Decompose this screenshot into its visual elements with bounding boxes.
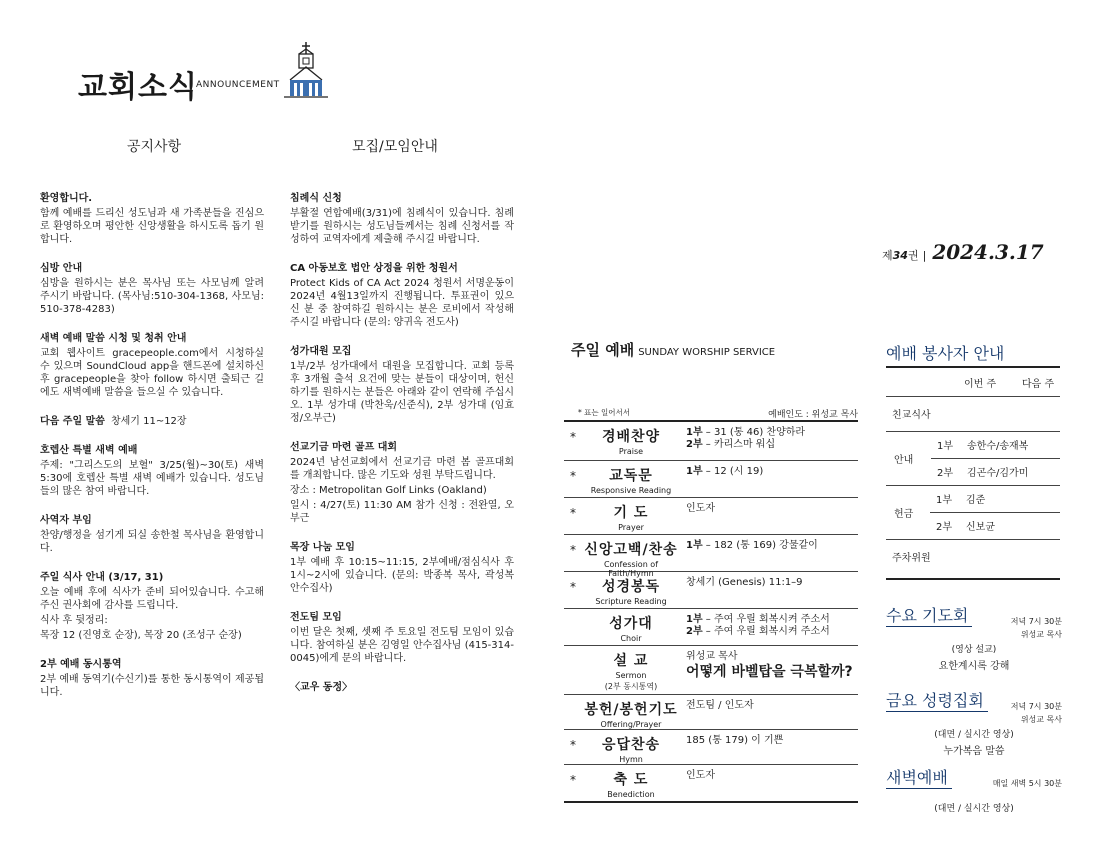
notices-item-title: 새벽 예배 말씀 시청 및 청취 안내 bbox=[40, 333, 187, 344]
page-title: 교회소식 bbox=[78, 70, 198, 105]
recruit-item-text: 2024년 남선교회에서 선교기금 마련 봄 골프대회를 개최합니다. 많은 기도와 성원 부탁드립니다. bbox=[290, 457, 514, 481]
friday-speaker: 위성교 목사 bbox=[1020, 715, 1062, 724]
usher-names: 김곤수/김가미 bbox=[967, 468, 1029, 479]
notices-item-text: 식사 후 뒷정리: bbox=[40, 615, 108, 626]
vol-suffix: 권 bbox=[907, 249, 919, 262]
worship-row-line bbox=[686, 577, 858, 589]
worship-row-name-en2: (2부 동시통역) bbox=[604, 682, 658, 691]
worship-row-name-ko: 설 교 bbox=[613, 653, 649, 669]
worship-row-name bbox=[582, 646, 680, 694]
worship-row-content bbox=[680, 695, 858, 729]
worship-row-text: 185 (통 179) 이 기쁜 bbox=[686, 735, 784, 746]
worship-row-line bbox=[686, 770, 858, 782]
worship-row bbox=[564, 461, 858, 498]
notices-heading: 공지사항 bbox=[127, 139, 182, 155]
notices-item-text: 오늘 예배 후에 식사가 준비 되어있습니다. 수고해주신 권사회에 감사를 드립니다. bbox=[40, 587, 264, 611]
worship-row bbox=[564, 609, 858, 646]
worship-row-line bbox=[686, 700, 858, 712]
recruit-item bbox=[290, 262, 514, 329]
notices-item-text: 주제: "그리스도의 보혈" 3/25(월)~30(토) 새벽 5:30에 호렙산 특별 새벽 예배가 있습니다. 성도님들의 많은 참여 바랍니다. bbox=[40, 460, 264, 497]
worship-row-name-ko: 봉헌/봉헌기도 bbox=[584, 702, 678, 718]
notices-item-text: 교회 웹사이트 gracepeople.com에서 시청하실 수 있으며 SoundCloud app을 핸드폰에 설치하신 후 gracepeople을 찾아 follow 하시면 출퇴근 길에도 새벽예배 말씀을 들으실 수 있습니다. bbox=[40, 348, 264, 398]
notices-item-text: 함께 예배를 드리신 성도님과 새 가족분들을 진심으로 환영하오며 평안한 신앙생활을 하시도록 돕기 원합니다. bbox=[40, 208, 264, 245]
worship-row-line bbox=[686, 439, 858, 451]
recruit-heading: 모집/모임안내 bbox=[352, 139, 438, 155]
issue-date: 2024.3.17 bbox=[932, 240, 1044, 264]
worship-row-name-en: Sermon bbox=[615, 671, 647, 680]
worship-row-star: * bbox=[570, 773, 576, 787]
dawn-time: 매일 새벽 5시 30분 bbox=[992, 779, 1062, 788]
worship-row-line bbox=[686, 614, 858, 626]
worship-row-star bbox=[564, 609, 582, 645]
worship-row-line bbox=[686, 466, 858, 478]
wednesday-title: 수요 기도회 bbox=[886, 603, 972, 627]
page-subtitle: ANNOUNCEMENT bbox=[196, 80, 280, 90]
worship-row bbox=[564, 646, 858, 695]
next-week-label: 다음 주 bbox=[1022, 379, 1055, 390]
friday-section bbox=[886, 688, 1062, 757]
worship-row-name-ko: 응답찬송 bbox=[601, 737, 661, 753]
notices-item-title: 2부 예배 동시통역 bbox=[40, 659, 122, 670]
offering-part: 2부 bbox=[936, 522, 953, 533]
worship-row-star: * bbox=[570, 430, 576, 444]
worship-row-line bbox=[686, 626, 858, 638]
recruit-item-title: 전도팀 모임 bbox=[290, 612, 342, 623]
worship-row-name bbox=[582, 572, 680, 608]
offering-names: 김준 bbox=[966, 495, 986, 506]
notices-item-title: 주일 식사 안내 (3/17, 31) bbox=[40, 572, 164, 583]
recruit-item-text: 장소 : Metropolitan Golf Links (Oakland) bbox=[290, 485, 487, 496]
issue-separator: | bbox=[922, 249, 927, 262]
recruit-item bbox=[290, 611, 514, 665]
worship-row-star bbox=[564, 695, 582, 729]
parking-label: 주차위원 bbox=[892, 553, 931, 564]
recruit-item-title: CA 아동보호 법안 상정을 위한 청원서 bbox=[290, 263, 458, 274]
recruit-item-title: 선교기금 마련 골프 대회 bbox=[290, 442, 398, 453]
recruit-item-title: 〈교우 동정〉 bbox=[290, 682, 353, 693]
worship-row-line bbox=[686, 651, 858, 663]
worship-row-name-ko: 성가대 bbox=[609, 616, 653, 632]
usher-sub-row bbox=[931, 459, 1060, 485]
notices-item bbox=[40, 192, 264, 246]
usher-sub-row bbox=[931, 432, 1060, 459]
worship-row-part: 1부 bbox=[686, 614, 703, 625]
worship-row-part: 2부 bbox=[686, 626, 703, 637]
notices-item bbox=[40, 415, 264, 428]
worship-row-part: 1부 bbox=[686, 466, 703, 477]
worship-row-content bbox=[680, 535, 858, 571]
notices-item-text: 찬양/행정을 섬기게 되실 송한철 목사님을 환영합니다. bbox=[40, 530, 264, 554]
worship-row-line bbox=[686, 427, 858, 439]
worship-row-part: 2부 bbox=[686, 439, 703, 450]
worship-meta bbox=[578, 407, 858, 420]
issue-info bbox=[882, 240, 1044, 264]
offering-label: 헌금 bbox=[894, 509, 914, 520]
worship-row-star: * bbox=[570, 506, 576, 520]
sermon-title: 어떻게 바벨탑을 극복할까? bbox=[686, 664, 853, 680]
fellowship-row bbox=[886, 397, 1060, 432]
worship-row-star bbox=[564, 646, 582, 694]
worship-row-text: 전도팀 / 인도자 bbox=[686, 700, 754, 711]
notices-item-title: 호렙산 특별 새벽 예배 bbox=[40, 445, 138, 456]
offering-part: 1부 bbox=[936, 495, 953, 506]
usher-row bbox=[886, 432, 1060, 486]
worship-row-name bbox=[582, 730, 680, 764]
wednesday-mode: (영상 설교) bbox=[951, 645, 997, 655]
worship-leader: 예배인도 : 위성교 목사 bbox=[768, 410, 858, 420]
usher-part: 2부 bbox=[937, 468, 954, 479]
church-icon bbox=[284, 40, 328, 104]
wednesday-speaker: 위성교 목사 bbox=[1020, 630, 1062, 639]
worship-title-ko: 주일 예배 bbox=[571, 341, 635, 359]
notices-item-inline: 창세기 11~12장 bbox=[110, 416, 187, 427]
worship-row bbox=[564, 498, 858, 535]
worship-row-name-ko: 성경봉독 bbox=[601, 579, 661, 595]
recruit-item-title: 목장 나눔 모임 bbox=[290, 542, 355, 553]
worship-order-table bbox=[564, 420, 858, 803]
worship-row-text: – 주여 우릴 회복시켜 주소서 bbox=[702, 626, 830, 637]
dawn-mode: (대면 / 실시간 영상) bbox=[934, 804, 1014, 814]
usher-part: 1부 bbox=[937, 441, 954, 452]
notices-item-title: 다음 주일 말씀 bbox=[40, 416, 105, 427]
notices-item-title: 사역자 부임 bbox=[40, 515, 92, 526]
offering-sub-row bbox=[930, 486, 1060, 513]
worship-row-star: * bbox=[570, 738, 576, 752]
worship-row bbox=[564, 695, 858, 730]
friday-mode: (대면 / 실시간 영상) bbox=[934, 730, 1014, 740]
this-week-label: 이번 주 bbox=[964, 379, 997, 390]
fellowship-label: 친교식사 bbox=[892, 410, 931, 421]
worship-row-text: – 카리스마 워십 bbox=[702, 439, 776, 450]
notices-item-text: 심방을 원하시는 분은 목사님 또는 사모님께 알려 주시기 바랍니다. (목사님:510-304-1368, 사모님: 510-378-4283) bbox=[40, 278, 264, 315]
worship-row-name-en: Hymn bbox=[619, 755, 643, 764]
standing-note: * 표는 일어서서 bbox=[578, 408, 630, 417]
worship-row-part: 1부 bbox=[686, 540, 703, 551]
worship-row-name-en: Benediction bbox=[607, 790, 655, 799]
parking-row bbox=[886, 540, 1060, 578]
worship-row bbox=[564, 572, 858, 609]
worship-row-line bbox=[686, 503, 858, 515]
worship-row-name bbox=[582, 498, 680, 534]
worship-row-name bbox=[582, 609, 680, 645]
worship-row-name bbox=[582, 422, 680, 460]
recruit-item-title: 침례식 신청 bbox=[290, 193, 342, 204]
worship-row-name-en: Responsive Reading bbox=[590, 486, 672, 495]
worship-row-text: 인도자 bbox=[686, 503, 715, 514]
recruit-item-text: 1부 예배 후 10:15~11:15, 2부예배/점심식사 후 1시~2시에 있습니다. (문의: 박종복 목사, 곽성복 안수집사) bbox=[290, 557, 514, 594]
worship-row-text: – 31 (통 46) 찬양하라 bbox=[702, 427, 806, 438]
recruit-item-text: 이번 달은 첫째, 셋째 주 토요일 전도팀 모임이 있습니다. 참여하실 분은 김영일 안수집사님 (415-314-0045)에게 문의 바랍니다. bbox=[290, 627, 514, 664]
usher-names: 송한수/송재복 bbox=[967, 441, 1029, 452]
worship-row-content bbox=[680, 765, 858, 801]
worship-row-text: 인도자 bbox=[686, 770, 715, 781]
offering-row bbox=[886, 486, 1060, 540]
worship-row-content bbox=[680, 609, 858, 645]
worship-row bbox=[564, 765, 858, 801]
recruit-item-text: Protect Kids of CA Act 2024 청원서 서명운동이 2024년 4월13일까지 진행됩니다. 투표권이 있으신 분 중 참여하길 원하시는 분은 로비에서 작성해 주시길 바랍니다 (문의: 양귀옥 전도사) bbox=[290, 278, 514, 328]
vol-number: 34 bbox=[892, 249, 908, 262]
worship-row-text: – 12 (시 19) bbox=[702, 466, 764, 477]
notices-item bbox=[40, 658, 264, 699]
worship-row-name-ko: 축 도 bbox=[613, 772, 649, 788]
dawn-title: 새벽예배 bbox=[886, 765, 952, 789]
notices-column bbox=[40, 192, 264, 715]
worship-row-name bbox=[582, 535, 680, 578]
recruit-item-text: 1부/2부 성가대에서 대원을 모집합니다. 교회 등록 후 3개월 출석 요건에 맞는 분들이 대상이며, 헌신하기를 원하시는 분들은 아래와 같이 연락해 주십시오. 1부 성가대 (박찬욱/신준식), 2부 성가대 (임효정/오부근) bbox=[290, 361, 514, 424]
worship-row bbox=[564, 730, 858, 765]
worship-row-content bbox=[680, 422, 858, 460]
worship-row-content bbox=[680, 730, 858, 764]
recruit-item-title: 성가대원 모집 bbox=[290, 346, 352, 357]
worship-row-name-en: Confession of Faith/Hymn bbox=[603, 560, 659, 578]
worship-row-name-ko: 신앙고백/찬송 bbox=[584, 542, 678, 558]
worship-row-name bbox=[582, 461, 680, 497]
notices-item-title: 심방 안내 bbox=[40, 263, 83, 274]
dawn-section bbox=[886, 765, 1062, 814]
worship-row-line bbox=[686, 735, 858, 747]
offering-sub-row bbox=[930, 513, 1060, 539]
worship-row bbox=[564, 422, 858, 461]
worship-row-star: * bbox=[570, 543, 576, 557]
usher-label: 안내 bbox=[894, 455, 914, 466]
notices-item bbox=[40, 514, 264, 555]
worship-row-name bbox=[582, 695, 680, 729]
notices-item bbox=[40, 444, 264, 498]
notices-item bbox=[40, 332, 264, 399]
worship-title bbox=[571, 339, 775, 360]
notices-item-title: 환영합니다. bbox=[40, 193, 93, 204]
volunteers-title: 예배 봉사자 안내 bbox=[886, 344, 1005, 363]
recruit-item bbox=[290, 441, 514, 525]
wednesday-time: 저녁 7시 30분 bbox=[1010, 617, 1062, 626]
worship-row-text: – 주여 우릴 회복시켜 주소서 bbox=[702, 614, 830, 625]
recruit-item-text: 일시 : 4/27(토) 11:30 AM 참가 신청 : 전완열, 오부근 bbox=[290, 500, 514, 524]
worship-row-part: 1부 bbox=[686, 427, 703, 438]
worship-row-name-ko: 기 도 bbox=[613, 505, 649, 521]
volunteers-header-row bbox=[886, 368, 1060, 397]
worship-row-text: 창세기 (Genesis) 11:1–9 bbox=[686, 577, 803, 588]
friday-title: 금요 성령집회 bbox=[886, 688, 988, 712]
worship-row-star: * bbox=[570, 580, 576, 594]
worship-row-content bbox=[680, 461, 858, 497]
worship-row-name bbox=[582, 765, 680, 801]
friday-topic: 누가복음 말씀 bbox=[943, 746, 1005, 757]
worship-row-name-ko: 교독문 bbox=[609, 468, 653, 484]
recruit-item-text: 부활절 연합예배(3/31)에 침례식이 있습니다. 침례 받기를 원하시는 성도님들께서는 침례 신청서를 작성하여 교역자에게 제출해 주시길 바랍니다. bbox=[290, 208, 514, 245]
worship-row-name-en: Praise bbox=[618, 447, 644, 456]
recruit-item bbox=[290, 345, 514, 425]
friday-time: 저녁 7시 30분 bbox=[1010, 702, 1062, 711]
volunteers-table bbox=[886, 366, 1060, 580]
worship-row-name-en: Choir bbox=[620, 634, 642, 643]
worship-row-name-en: Prayer bbox=[618, 523, 644, 532]
recruit-column bbox=[290, 192, 514, 710]
recruit-item bbox=[290, 192, 514, 246]
worship-row-text: 위성교 목사 bbox=[686, 651, 738, 662]
worship-row-content bbox=[680, 646, 858, 694]
vol-prefix: 제 bbox=[882, 249, 893, 262]
worship-row bbox=[564, 535, 858, 578]
notices-item-text: 목장 12 (진영호 순장), 목장 20 (조성구 순장) bbox=[40, 630, 242, 641]
notices-item-text: 2부 예배 동역기(수신기)를 통한 동시통역이 제공됩니다. bbox=[40, 674, 264, 698]
worship-row-star: * bbox=[570, 469, 576, 483]
wednesday-section bbox=[886, 603, 1062, 672]
worship-row-line bbox=[686, 540, 858, 552]
notices-item bbox=[40, 262, 264, 316]
recruit-item bbox=[290, 541, 514, 595]
notices-item bbox=[40, 571, 264, 642]
worship-row-name-en: Scripture Reading bbox=[595, 597, 667, 606]
recruit-item bbox=[290, 681, 514, 694]
worship-row-content bbox=[680, 498, 858, 534]
worship-title-en: SUNDAY WORSHIP SERVICE bbox=[638, 347, 776, 358]
offering-names: 신보균 bbox=[966, 522, 995, 533]
worship-row-name-en: Offering/Prayer bbox=[600, 720, 662, 729]
wednesday-topic: 요한계시록 강해 bbox=[938, 661, 1010, 672]
worship-row-name-ko: 경배찬양 bbox=[601, 429, 661, 445]
worship-row-content bbox=[680, 572, 858, 608]
worship-row-text: – 182 (통 169) 강물같이 bbox=[702, 540, 818, 551]
